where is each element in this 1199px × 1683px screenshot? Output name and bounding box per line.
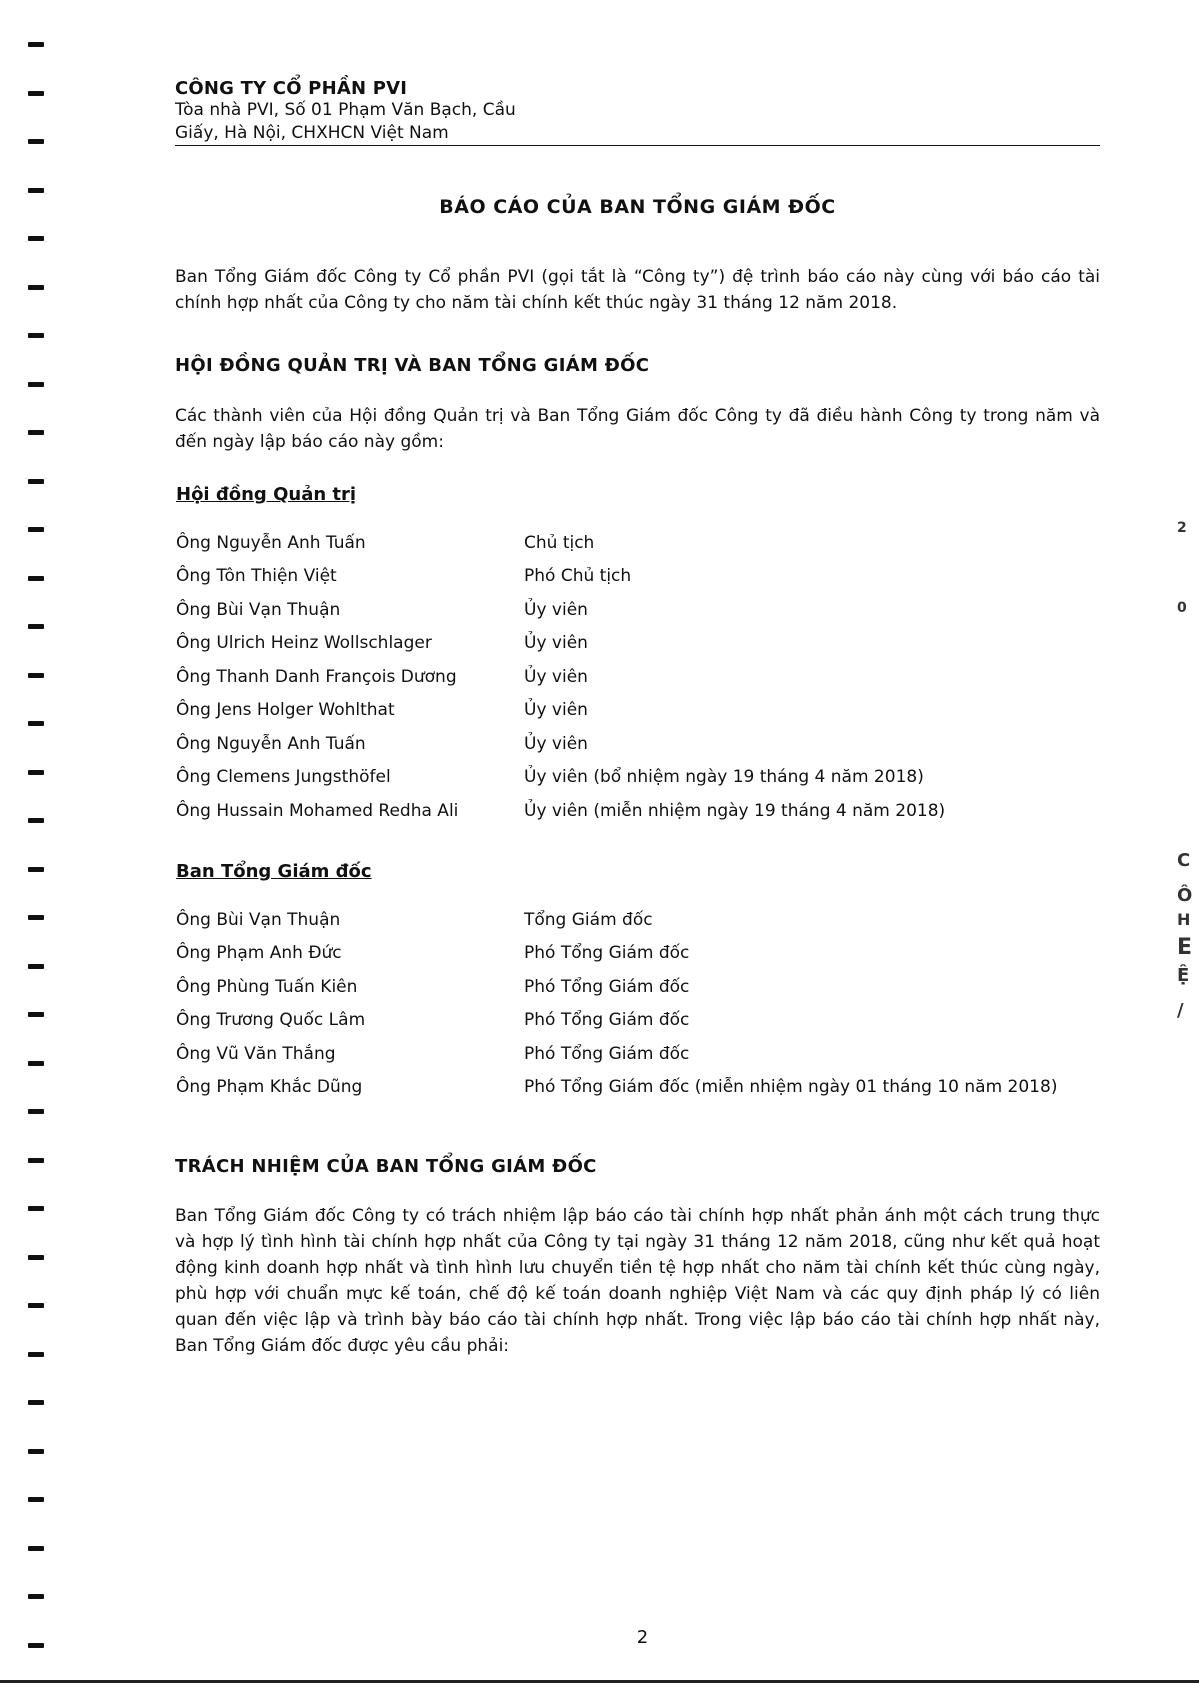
binder-mark <box>28 915 44 920</box>
binder-mark <box>28 479 44 484</box>
binder-mark <box>28 818 44 823</box>
binder-mark <box>28 1546 44 1551</box>
edge-mark: C <box>1177 850 1191 871</box>
member-row <box>176 593 1111 627</box>
member-row <box>176 970 1111 1004</box>
member-role: Ủy viên (bổ nhiệm ngày 19 tháng 4 năm 2018) <box>524 767 924 788</box>
member-role: Tổng Giám đốc <box>524 909 653 930</box>
binder-mark <box>28 42 44 47</box>
member-name: Ông Bùi Vạn Thuận <box>176 599 341 620</box>
company-name: CÔNG TY CỔ PHẦN PVI <box>175 78 408 99</box>
binder-mark <box>28 527 44 532</box>
member-role: Chủ tịch <box>524 532 595 553</box>
binder-mark <box>28 382 44 387</box>
member-row <box>176 1071 1111 1105</box>
header-divider <box>175 145 1100 146</box>
company-header <box>175 78 1100 145</box>
page-number: 2 <box>636 1627 649 1648</box>
binder-mark <box>28 188 44 193</box>
binder-mark <box>28 624 44 629</box>
binder-mark <box>28 1594 44 1599</box>
member-row <box>176 794 1111 828</box>
edge-mark: / <box>1177 1000 1184 1021</box>
member-role: Ủy viên <box>524 633 588 654</box>
section-heading-responsibilities: TRÁCH NHIỆM CỦA BAN TỔNG GIÁM ĐỐC <box>175 1156 597 1177</box>
member-row <box>176 660 1111 694</box>
binder-mark <box>28 576 44 581</box>
binder-mark <box>28 91 44 96</box>
binder-mark <box>28 770 44 775</box>
member-row <box>176 526 1111 560</box>
company-address-line1: Tòa nhà PVI, Số 01 Phạm Văn Bạch, Cầu <box>175 100 516 120</box>
binder-mark <box>28 333 44 338</box>
member-role: Ủy viên <box>524 700 588 721</box>
member-row <box>176 1004 1111 1038</box>
member-name: Ông Bùi Vạn Thuận <box>176 909 341 930</box>
member-role: Ủy viên (miễn nhiệm ngày 19 tháng 4 năm 2018) <box>524 800 946 821</box>
member-role: Phó Tổng Giám đốc <box>524 1043 690 1064</box>
edge-mark: 2 <box>1177 520 1187 536</box>
binder-mark <box>28 1352 44 1357</box>
binder-mark <box>28 867 44 872</box>
member-row <box>176 1037 1111 1071</box>
report-title: BÁO CÁO CỦA BAN TỔNG GIÁM ĐỐC <box>439 196 836 218</box>
member-row <box>176 761 1111 795</box>
binder-mark <box>28 1497 44 1502</box>
binder-marks <box>28 0 48 1683</box>
member-name: Ông Jens Holger Wohlthat <box>176 700 395 721</box>
member-name: Ông Ulrich Heinz Wollschlager <box>176 633 432 654</box>
board-subheading: Hội đồng Quản trị <box>176 484 357 505</box>
binder-mark <box>28 1206 44 1211</box>
member-row <box>176 727 1111 761</box>
member-name: Ông Tôn Thiện Việt <box>176 566 337 587</box>
member-row <box>176 903 1111 937</box>
binder-mark <box>28 430 44 435</box>
binder-mark <box>28 1303 44 1308</box>
member-role: Phó Tổng Giám đốc (miễn nhiệm ngày 01 tháng 10 năm 2018) <box>524 1077 1058 1098</box>
scan-edge-marks <box>1175 0 1199 1683</box>
binder-mark <box>28 1109 44 1114</box>
binder-mark <box>28 139 44 144</box>
member-role: Phó Tổng Giám đốc <box>524 943 690 964</box>
member-row <box>176 627 1111 661</box>
binder-mark <box>28 236 44 241</box>
edge-mark: 0 <box>1177 600 1187 616</box>
management-subheading: Ban Tổng Giám đốc <box>176 861 372 882</box>
member-name: Ông Phạm Khắc Dũng <box>176 1077 363 1098</box>
edge-mark: Ệ <box>1177 965 1190 986</box>
member-name: Ông Thanh Danh François Dương <box>176 666 457 687</box>
member-role: Phó Chủ tịch <box>524 566 632 587</box>
member-name: Ông Vũ Văn Thắng <box>176 1043 336 1064</box>
member-name: Ông Phùng Tuấn Kiên <box>176 976 358 997</box>
edge-mark: Ô <box>1177 885 1193 906</box>
binder-mark <box>28 1061 44 1066</box>
management-members-list <box>176 903 1111 1104</box>
member-row <box>176 937 1111 971</box>
binder-mark <box>28 1400 44 1405</box>
edge-mark: E <box>1177 935 1193 960</box>
member-role: Ủy viên <box>524 733 588 754</box>
binder-mark <box>28 721 44 726</box>
member-name: Ông Nguyễn Anh Tuấn <box>176 532 366 553</box>
edge-mark: H <box>1177 910 1191 929</box>
binder-mark <box>28 673 44 678</box>
binder-mark <box>28 1012 44 1017</box>
member-name: Ông Clemens Jungsthöfel <box>176 767 391 788</box>
member-role: Phó Tổng Giám đốc <box>524 1010 690 1031</box>
member-name: Ông Nguyễn Anh Tuấn <box>176 733 366 754</box>
board-members-list <box>176 526 1111 828</box>
section-heading-board-management: HỘI ĐỒNG QUẢN TRỊ VÀ BAN TỔNG GIÁM ĐỐC <box>175 355 650 376</box>
member-row <box>176 560 1111 594</box>
member-name: Ông Trương Quốc Lâm <box>176 1010 366 1031</box>
intro-paragraph: Ban Tổng Giám đốc Công ty Cổ phần PVI (gọi tắt là “Công ty”) đệ trình báo cáo này cùng với báo cáo tài chính hợp nhất của Công ty cho năm tài chính kết thúc ngày 31 tháng 12 năm 2018. <box>175 267 1100 313</box>
responsibilities-paragraph: Ban Tổng Giám đốc Công ty có trách nhiệm lập báo cáo tài chính hợp nhất phản ánh một cách trung thực và hợp lý tình hình tài chính hợp nhất của Công ty tại ngày 31 tháng 12 năm 2018, cũng như kết quả hoạt động kinh doanh hợp nhất và tình hình lưu chuyển tiền tệ hợp nhất cho năm tài chính kết thúc cùng ngày, phù hợp với chuẩn mực kế toán, chế độ kế toán doanh nghiệp Việt Nam và các quy định pháp lý có liên quan đến việc lập và trình bày báo cáo tài chính hợp nhất. Trong việc lập báo cáo tài chính hợp nhất này, Ban Tổng Giám đốc được yêu cầu phải: <box>175 1206 1100 1356</box>
binder-mark <box>28 285 44 290</box>
member-role: Ủy viên <box>524 599 588 620</box>
member-name: Ông Phạm Anh Đức <box>176 943 342 964</box>
binder-mark <box>28 1449 44 1454</box>
binder-mark <box>28 1255 44 1260</box>
company-address-line2: Giấy, Hà Nội, CHXHCN Việt Nam <box>175 123 449 143</box>
binder-mark <box>28 964 44 969</box>
member-name: Ông Hussain Mohamed Redha Ali <box>176 800 459 821</box>
member-role: Phó Tổng Giám đốc <box>524 976 690 997</box>
member-role: Ủy viên <box>524 666 588 687</box>
member-row <box>176 694 1111 728</box>
section-board-management-text: Các thành viên của Hội đồng Quản trị và Ban Tổng Giám đốc Công ty đã điều hành Công ty trong năm và đến ngày lập báo cáo này gồm: <box>175 406 1100 452</box>
binder-mark <box>28 1158 44 1163</box>
